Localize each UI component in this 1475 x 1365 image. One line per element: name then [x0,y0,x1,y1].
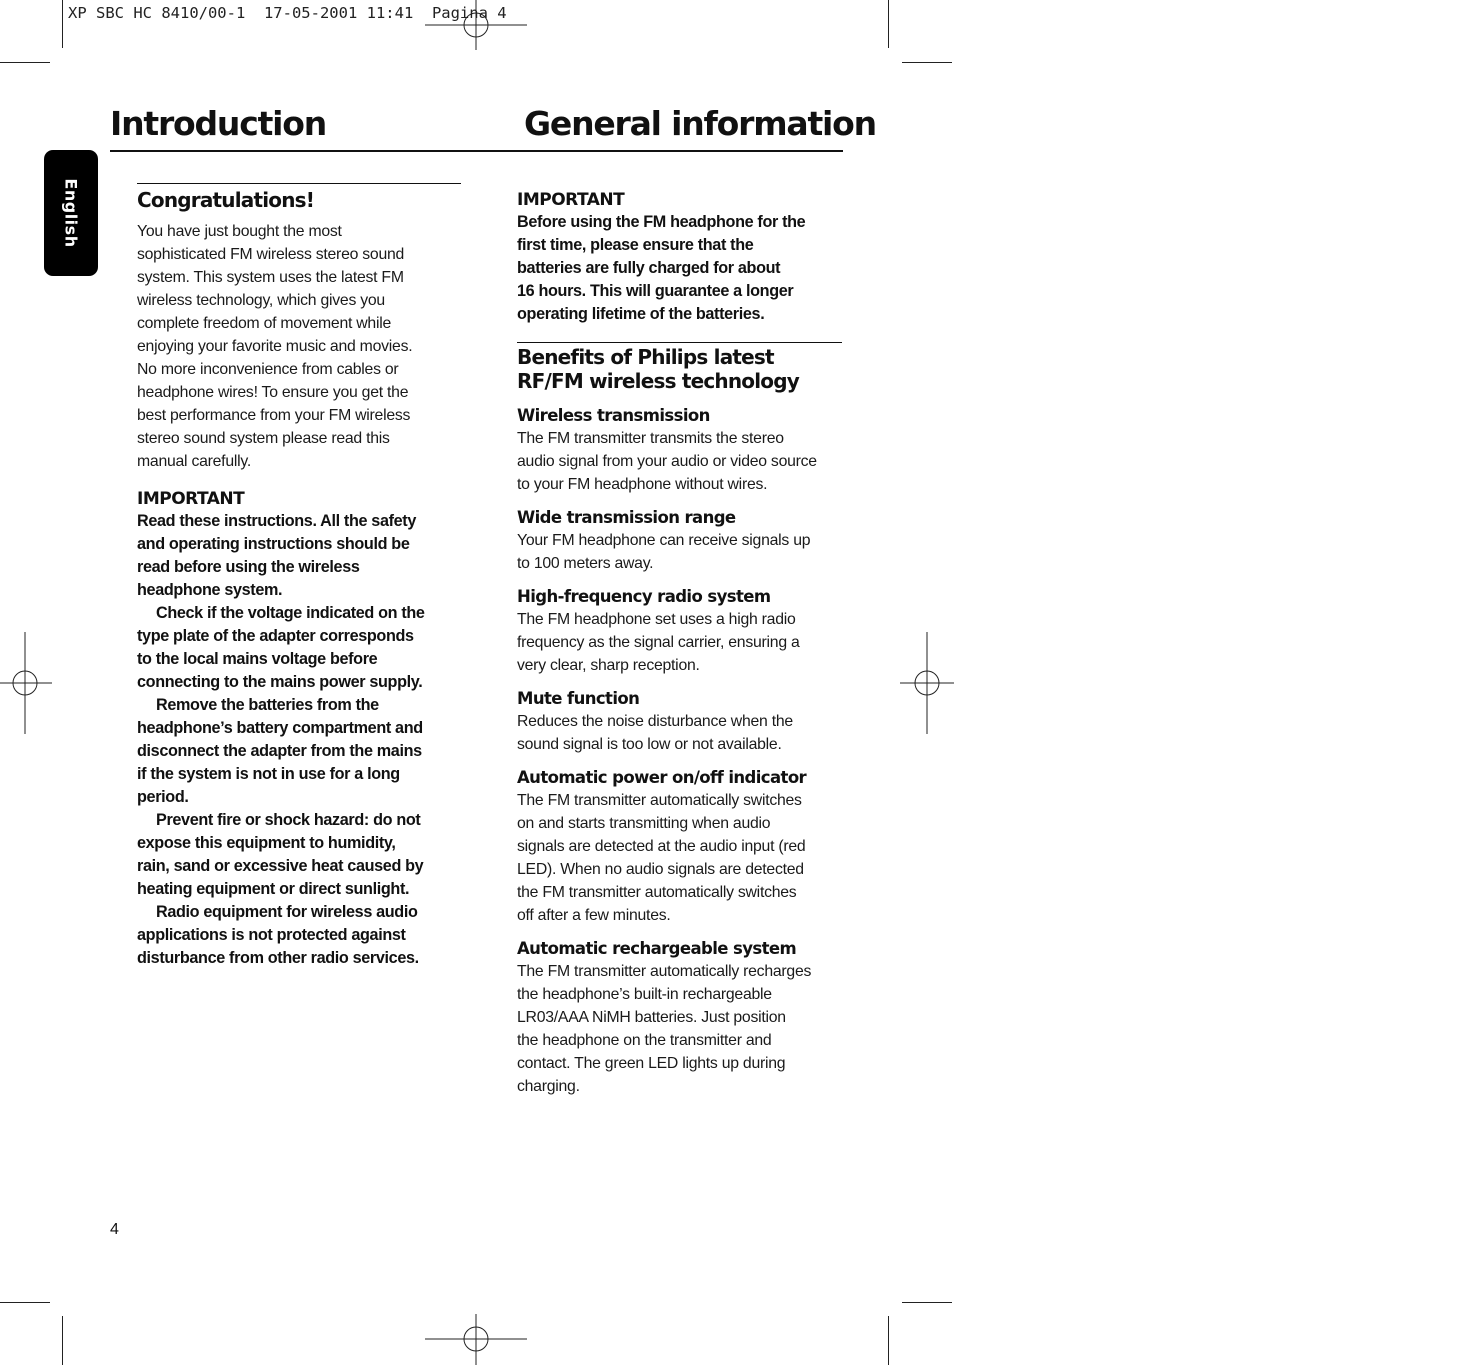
text-line: Reduces the noise disturbance when the [517,713,793,730]
text-line: wireless technology, which gives you [137,292,385,309]
header-title-left: Introduction [110,104,327,143]
print-slug: XP SBC HC 8410/00-1 17-05-2001 11:41 Pagina 4 [68,4,507,22]
text-line: connecting to the mains power supply. [137,673,423,691]
feature-item [517,938,842,1098]
text-line: frequency as the signal carrier, ensuring a [517,634,800,651]
registration-mark-icon [425,0,527,50]
text-line: You have just bought the most [137,223,342,240]
text-line: disconnect the adapter from the mains [137,742,422,760]
feature-item [517,507,842,575]
feature-text [517,529,842,575]
text-line: type plate of the adapter corresponds [137,627,414,645]
text-line: if the system is not in use for a long [137,765,400,783]
text-line: on and starts transmitting when audio [517,815,771,832]
feature-text [517,608,842,677]
text-line: enjoying your favorite music and movies. [137,338,413,355]
feature-title: Wide transmission range [517,508,736,527]
text-line: charging. [517,1078,580,1095]
crop-mark [888,1316,889,1365]
header-title-right: General information [524,104,876,143]
language-tab [44,150,98,276]
congratulations-text [137,220,461,473]
text-line: to the local mains voltage before [137,650,378,668]
text-line: No more inconvenience from cables or [137,361,399,378]
crop-mark [62,0,63,48]
text-line: 16 hours. This will guarantee a longer [517,282,794,300]
important-text-right [517,211,842,326]
text-line: The FM headphone set uses a high radio [517,611,796,628]
text-line: best performance from your FM wireless [137,407,411,424]
text-line: system. This system uses the latest FM [137,269,404,286]
text-line: disturbance from other radio services. [137,949,419,967]
crop-mark [62,1316,63,1365]
feature-item [517,688,842,756]
text-line: The FM transmitter automatically switches [517,792,802,809]
text-line: the headphone on the transmitter and [517,1032,772,1049]
congratulations-heading: Congratulations! [137,188,315,212]
text-line: off after a few minutes. [517,907,671,924]
text-line: contact. The green LED lights up during [517,1055,786,1072]
feature-item [517,405,842,496]
important-heading-left: IMPORTANT [137,489,245,509]
feature-text [517,710,842,756]
feature-title: High-frequency radio system [517,587,771,606]
section-rule [517,342,842,343]
text-line: Before using the FM headphone for the [517,213,806,231]
text-line: Remove the batteries from the [156,696,379,714]
text-line: very clear, sharp reception. [517,657,700,674]
feature-title: Automatic power on/off indicator [517,768,807,787]
text-line: The FM transmitter automatically recharges [517,963,812,980]
right-column [517,183,842,1109]
feature-text [517,789,842,927]
crop-mark [902,62,952,63]
text-line: stereo sound system please read this [137,430,390,447]
language-tab-label: English [61,178,81,248]
feature-title: Mute function [517,689,640,708]
text-line: headphone system. [137,581,283,599]
crop-mark [0,1302,50,1303]
text-line: expose this equipment to humidity, [137,834,396,852]
left-column [137,183,461,970]
feature-item [517,767,842,927]
text-line: and operating instructions should be [137,535,410,553]
text-line: manual carefully. [137,453,251,470]
text-line: sound signal is too low or not available. [517,736,782,753]
header-rule [110,150,843,152]
heading-line: Benefits of Philips latest [517,345,774,369]
text-line: Read these instructions. All the safety [137,512,416,530]
text-line: read before using the wireless [137,558,360,576]
heading-line: RF/FM wireless technology [517,369,799,393]
registration-mark-icon [0,632,52,734]
text-line: first time, please ensure that the [517,236,754,254]
text-line: to 100 meters away. [517,555,654,572]
text-line: Your FM headphone can receive signals up [517,532,811,549]
benefits-heading [517,345,842,393]
text-line: heating equipment or direct sunlight. [137,880,410,898]
text-line: applications is not protected against [137,926,406,944]
important-heading-right: IMPORTANT [517,190,625,210]
text-line: LED). When no audio signals are detected [517,861,804,878]
page-number: 4 [110,1221,119,1238]
text-line: rain, sand or excessive heat caused by [137,857,424,875]
important-text-left [137,510,461,970]
crop-mark [888,0,889,48]
registration-mark-icon [425,1314,527,1365]
crop-mark [0,62,50,63]
text-line: period. [137,788,189,806]
feature-text [517,960,842,1098]
registration-mark-icon [900,632,954,734]
text-line: complete freedom of movement while [137,315,392,332]
text-line: headphone’s battery compartment and [137,719,423,737]
feature-title: Automatic rechargeable system [517,939,797,958]
section-rule [137,183,461,184]
text-line: The FM transmitter transmits the stereo [517,430,784,447]
text-line: Check if the voltage indicated on the [156,604,425,622]
text-line: to your FM headphone without wires. [517,476,768,493]
text-line: the FM transmitter automatically switches [517,884,797,901]
feature-text [517,427,842,496]
text-line: audio signal from your audio or video source [517,453,817,470]
text-line: headphone wires! To ensure you get the [137,384,409,401]
crop-mark [902,1302,952,1303]
feature-title: Wireless transmission [517,406,710,425]
text-line: batteries are fully charged for about [517,259,781,277]
text-line: signals are detected at the audio input (red [517,838,806,855]
text-line: operating lifetime of the batteries. [517,305,765,323]
text-line: sophisticated FM wireless stereo sound [137,246,405,263]
feature-item [517,586,842,677]
text-line: LR03/AAA NiMH batteries. Just position [517,1009,786,1026]
text-line: the headphone’s built-in rechargeable [517,986,772,1003]
text-line: Prevent fire or shock hazard: do not [156,811,421,829]
text-line: Radio equipment for wireless audio [156,903,418,921]
